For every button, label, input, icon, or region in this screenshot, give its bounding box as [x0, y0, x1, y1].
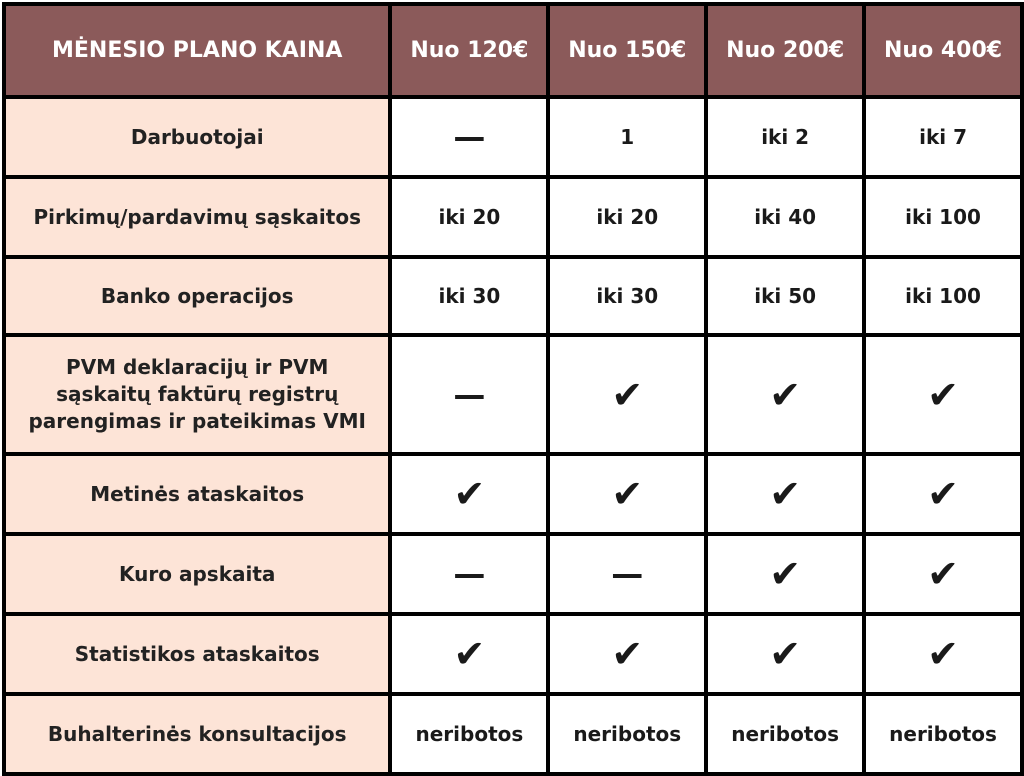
plan-cell: [548, 97, 706, 177]
table-row: [4, 97, 1022, 177]
plan-cell: [548, 534, 706, 614]
plan-cell: [548, 694, 706, 774]
cell-value: iki 30: [596, 284, 659, 308]
pricing-table: [2, 2, 1024, 776]
plan-cell: [706, 257, 864, 335]
cell-value: 1: [620, 125, 635, 149]
plan-120-header: Nuo 120€: [390, 4, 548, 97]
plan-cell: [390, 454, 548, 534]
plan-cell: [706, 97, 864, 177]
feature-label: Banko operacijos: [4, 257, 390, 335]
plan-cell: [864, 454, 1022, 534]
table-row: [4, 534, 1022, 614]
cell-value: iki 100: [905, 284, 981, 308]
plan-cell: [548, 177, 706, 257]
check-icon: ✔: [769, 552, 802, 596]
dash-icon: —: [453, 118, 486, 156]
plan-cell: [390, 177, 548, 257]
check-icon: ✔: [927, 552, 959, 596]
cell-value: iki 20: [596, 205, 659, 229]
plan-cell: [706, 694, 864, 774]
cell-value: neribotos: [889, 722, 997, 746]
plan-cell: [864, 694, 1022, 774]
plan-cell: [706, 534, 864, 614]
plan-150-header: Nuo 150€: [548, 4, 706, 97]
plan-cell: [548, 257, 706, 335]
plan-cell: [864, 335, 1022, 454]
feature-label: Darbuotojai: [4, 97, 390, 177]
plan-cell: [864, 177, 1022, 257]
dash-icon: —: [611, 555, 644, 593]
check-icon: ✔: [611, 472, 644, 516]
table-row: [4, 335, 1022, 454]
table-row: [4, 177, 1022, 257]
check-icon: ✔: [927, 632, 959, 676]
check-icon: ✔: [769, 372, 802, 417]
cell-value: iki 100: [905, 205, 981, 229]
cell-value: iki 7: [919, 125, 967, 149]
plan-cell: [706, 335, 864, 454]
plan-cell: [706, 614, 864, 694]
plan-cell: [864, 614, 1022, 694]
plan-cell: [706, 177, 864, 257]
check-icon: ✔: [453, 472, 486, 516]
cell-value: iki 2: [761, 125, 810, 149]
table-row: [4, 454, 1022, 534]
plan-cell: [390, 257, 548, 335]
feature-label: Buhalterinės konsultacijos: [4, 694, 390, 774]
feature-label: Statistikos ataskaitos: [4, 614, 390, 694]
table-row: [4, 694, 1022, 774]
cell-value: neribotos: [573, 722, 682, 746]
cell-value: neribotos: [731, 722, 840, 746]
plan-cell: [548, 614, 706, 694]
plan-cell: [390, 614, 548, 694]
plan-cell: [864, 97, 1022, 177]
plan-cell: [390, 97, 548, 177]
plan-cell: [390, 534, 548, 614]
cell-value: iki 20: [438, 205, 501, 229]
plan-cell: [390, 335, 548, 454]
check-icon: ✔: [453, 632, 486, 676]
cell-value: neribotos: [415, 722, 524, 746]
cell-value: iki 30: [438, 284, 501, 308]
plan-cell: [548, 454, 706, 534]
plan-cell: [864, 257, 1022, 335]
table-row: [4, 257, 1022, 335]
check-icon: ✔: [611, 372, 644, 417]
feature-label: Kuro apskaita: [4, 534, 390, 614]
check-icon: ✔: [927, 372, 959, 417]
cell-value: iki 40: [754, 205, 817, 229]
plan-cell: [390, 694, 548, 774]
plan-cell: [706, 454, 864, 534]
check-icon: ✔: [769, 472, 802, 516]
check-icon: ✔: [927, 472, 959, 516]
feature-label: Pirkimų/pardavimų sąskaitos: [4, 177, 390, 257]
check-icon: ✔: [611, 632, 644, 676]
plan-price-header: MĖNESIO PLANO KAINA: [4, 4, 390, 97]
table-row: [4, 614, 1022, 694]
cell-value: iki 50: [754, 284, 817, 308]
plan-cell: [864, 534, 1022, 614]
dash-icon: —: [453, 375, 486, 414]
dash-icon: —: [453, 555, 486, 593]
feature-label: Metinės ataskaitos: [4, 454, 390, 534]
plan-400-header: Nuo 400€: [864, 4, 1022, 97]
feature-label: PVM deklaracijų ir PVM sąskaitų faktūrų registrų parengimas ir pateikimas VMI: [4, 335, 390, 454]
plan-200-header: Nuo 200€: [706, 4, 864, 97]
plan-cell: [548, 335, 706, 454]
header-row: [4, 4, 1022, 97]
check-icon: ✔: [769, 632, 802, 676]
